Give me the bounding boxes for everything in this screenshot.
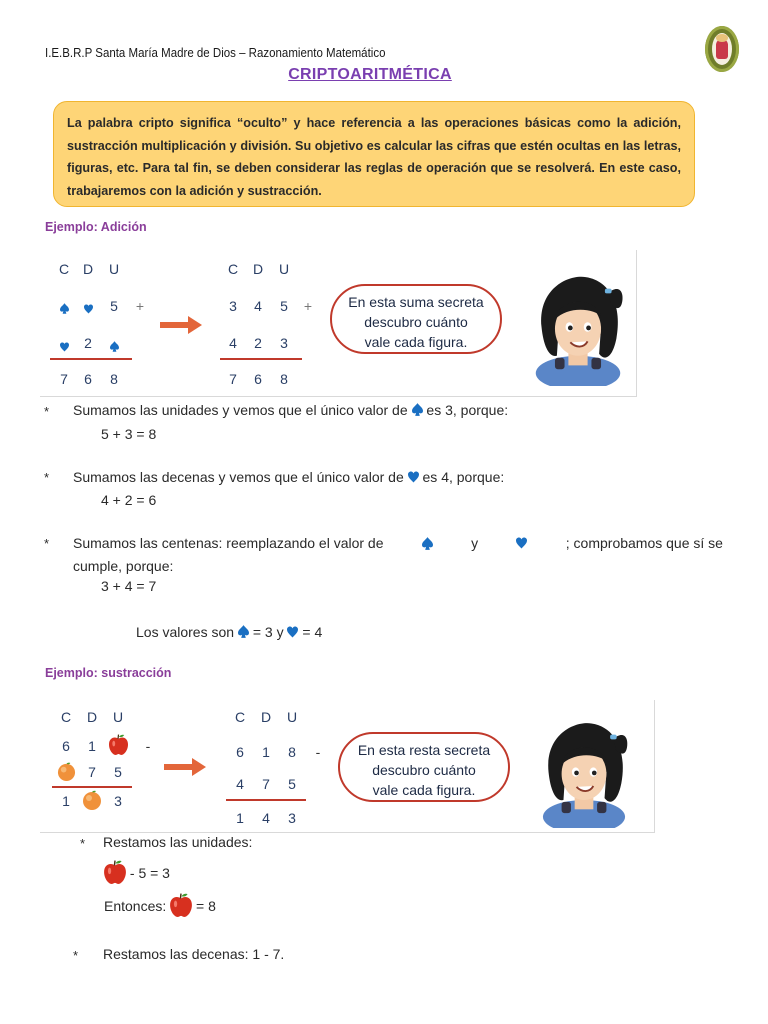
girl-illustration bbox=[530, 268, 626, 386]
col-d-label: D bbox=[86, 709, 98, 725]
plus-sign: + bbox=[303, 298, 313, 314]
values-summary bbox=[136, 624, 322, 640]
spade-icon bbox=[106, 338, 122, 354]
equation: 3 + 4 = 7 bbox=[101, 578, 157, 594]
result-digit: 7 bbox=[60, 371, 68, 387]
step-text bbox=[73, 535, 723, 551]
result-digit: 8 bbox=[110, 371, 118, 387]
result-digit: 1 bbox=[62, 793, 70, 809]
left-digit: 5 bbox=[114, 764, 122, 780]
step-text-part: es 3, porque: bbox=[426, 402, 509, 418]
spade-icon bbox=[412, 403, 423, 416]
heart-icon bbox=[287, 626, 298, 638]
result-digit: 4 bbox=[262, 810, 270, 826]
col-c-label: C bbox=[60, 709, 72, 725]
col-u-label: U bbox=[286, 709, 298, 725]
subtraction-heading: Ejemplo: sustracción bbox=[45, 666, 172, 680]
apple-icon bbox=[104, 860, 126, 884]
equation bbox=[104, 860, 170, 884]
result-digit: 6 bbox=[84, 371, 92, 387]
right-digit: 8 bbox=[288, 744, 296, 760]
right-digit: 2 bbox=[254, 335, 262, 351]
sum-line bbox=[220, 358, 302, 360]
result-digit: 3 bbox=[288, 810, 296, 826]
col-d-label: D bbox=[82, 261, 94, 277]
left-digit: 6 bbox=[62, 738, 70, 754]
result-digit: 3 bbox=[114, 793, 122, 809]
subtraction-panel bbox=[40, 700, 655, 833]
left-digit: 5 bbox=[110, 298, 118, 314]
right-digit: 4 bbox=[229, 335, 237, 351]
step-text: cumple, porque: bbox=[73, 558, 174, 574]
right-digit: 5 bbox=[288, 776, 296, 792]
left-digit: 2 bbox=[84, 335, 92, 351]
step-text-part: ; comprobamos que sí se bbox=[565, 535, 723, 551]
result-digit: 1 bbox=[236, 810, 244, 826]
addition-heading: Ejemplo: Adición bbox=[45, 220, 147, 234]
right-digit: 4 bbox=[236, 776, 244, 792]
equation-part: Entonces: bbox=[104, 898, 167, 914]
step-text-part: es 4, porque: bbox=[422, 469, 505, 485]
summary-part: Los valores son bbox=[136, 624, 235, 640]
bubble-line: vale cada figura. bbox=[364, 334, 468, 350]
page-title: CRIPTOARITMÉTICA bbox=[288, 66, 452, 83]
result-digit: 6 bbox=[254, 371, 262, 387]
bubble-line: vale cada figura. bbox=[372, 782, 476, 798]
bullet: * bbox=[44, 470, 50, 485]
equation-part: - 5 = 3 bbox=[129, 865, 170, 881]
equation-part: = 8 bbox=[196, 898, 216, 914]
plus-sign: + bbox=[135, 298, 145, 314]
spade-icon bbox=[422, 537, 433, 550]
result-digit: 7 bbox=[229, 371, 237, 387]
col-d-label: D bbox=[252, 261, 264, 277]
minus-sign: - bbox=[315, 744, 321, 760]
bullet: * bbox=[44, 404, 50, 419]
step-text-part: Sumamos las decenas y vemos que el único valor de bbox=[73, 469, 404, 485]
col-u-label: U bbox=[108, 261, 120, 277]
heart-icon bbox=[408, 471, 419, 483]
step-text: Restamos las unidades: bbox=[103, 834, 253, 850]
right-digit: 4 bbox=[254, 298, 262, 314]
apple-icon bbox=[109, 734, 128, 755]
right-digit: 3 bbox=[229, 298, 237, 314]
bubble-line: En esta suma secreta bbox=[348, 294, 484, 310]
apple-icon bbox=[170, 893, 192, 917]
right-digit: 7 bbox=[262, 776, 270, 792]
left-digit: 7 bbox=[88, 764, 96, 780]
bullet: * bbox=[44, 536, 50, 551]
arrow-icon bbox=[164, 758, 206, 776]
sum-line bbox=[50, 358, 132, 360]
minus-sign: - bbox=[145, 738, 151, 754]
bubble-line: En esta resta secreta bbox=[357, 742, 491, 758]
bullet: * bbox=[80, 836, 86, 851]
spade-icon bbox=[238, 625, 249, 638]
col-c-label: C bbox=[58, 261, 70, 277]
difference-line bbox=[226, 799, 306, 801]
step-text-part: Sumamos las unidades y vemos que el único valor de bbox=[73, 402, 408, 418]
arrow-icon bbox=[160, 316, 202, 334]
orange-icon bbox=[57, 762, 76, 781]
spade-icon bbox=[56, 300, 72, 316]
col-u-label: U bbox=[112, 709, 124, 725]
speech-bubble bbox=[338, 732, 510, 802]
col-c-label: C bbox=[227, 261, 239, 277]
speech-bubble bbox=[330, 284, 502, 354]
orange-icon bbox=[82, 790, 102, 810]
summary-part: = 4 bbox=[302, 624, 323, 640]
girl-illustration bbox=[536, 716, 632, 828]
equation: 4 + 2 = 6 bbox=[101, 492, 157, 508]
addition-panel bbox=[40, 250, 637, 397]
step-text bbox=[73, 402, 508, 418]
col-u-label: U bbox=[278, 261, 290, 277]
col-c-label: C bbox=[234, 709, 246, 725]
left-digit: 1 bbox=[88, 738, 96, 754]
equation: 5 + 3 = 8 bbox=[101, 426, 157, 442]
school-header: I.E.B.R.P Santa María Madre de Dios – Razonamiento Matemático bbox=[45, 46, 386, 60]
heart-icon bbox=[56, 338, 72, 354]
bubble-line: descubro cuánto bbox=[372, 762, 476, 778]
step-text-part: y bbox=[471, 535, 479, 551]
intro-box bbox=[53, 101, 695, 207]
difference-line bbox=[52, 786, 132, 788]
equation bbox=[104, 893, 216, 917]
right-digit: 6 bbox=[236, 744, 244, 760]
heart-icon bbox=[80, 300, 96, 316]
col-d-label: D bbox=[260, 709, 272, 725]
result-digit: 8 bbox=[280, 371, 288, 387]
bullet: * bbox=[73, 948, 79, 963]
right-digit: 3 bbox=[280, 335, 288, 351]
summary-part: = 3 y bbox=[252, 624, 284, 640]
heart-icon bbox=[516, 537, 527, 549]
bubble-line: descubro cuánto bbox=[364, 314, 468, 330]
step-text: Restamos las decenas: 1 - 7. bbox=[103, 946, 285, 962]
step-text-part: Sumamos las centenas: reemplazando el valor de bbox=[73, 535, 384, 551]
intro-text: La palabra cripto significa “oculto” y hace referencia a las operaciones básicas como la adición, sustracción multiplicación y división. Su objetivo es calcular las cifras que estén ocultas en las letras, figuras, etc. Para tal fin, se deben considerar las reglas de operación que se resolverá. En este caso, trabajaremos con la adición y sustracción. bbox=[67, 116, 681, 198]
right-digit: 5 bbox=[280, 298, 288, 314]
step-text bbox=[73, 469, 504, 485]
right-digit: 1 bbox=[262, 744, 270, 760]
